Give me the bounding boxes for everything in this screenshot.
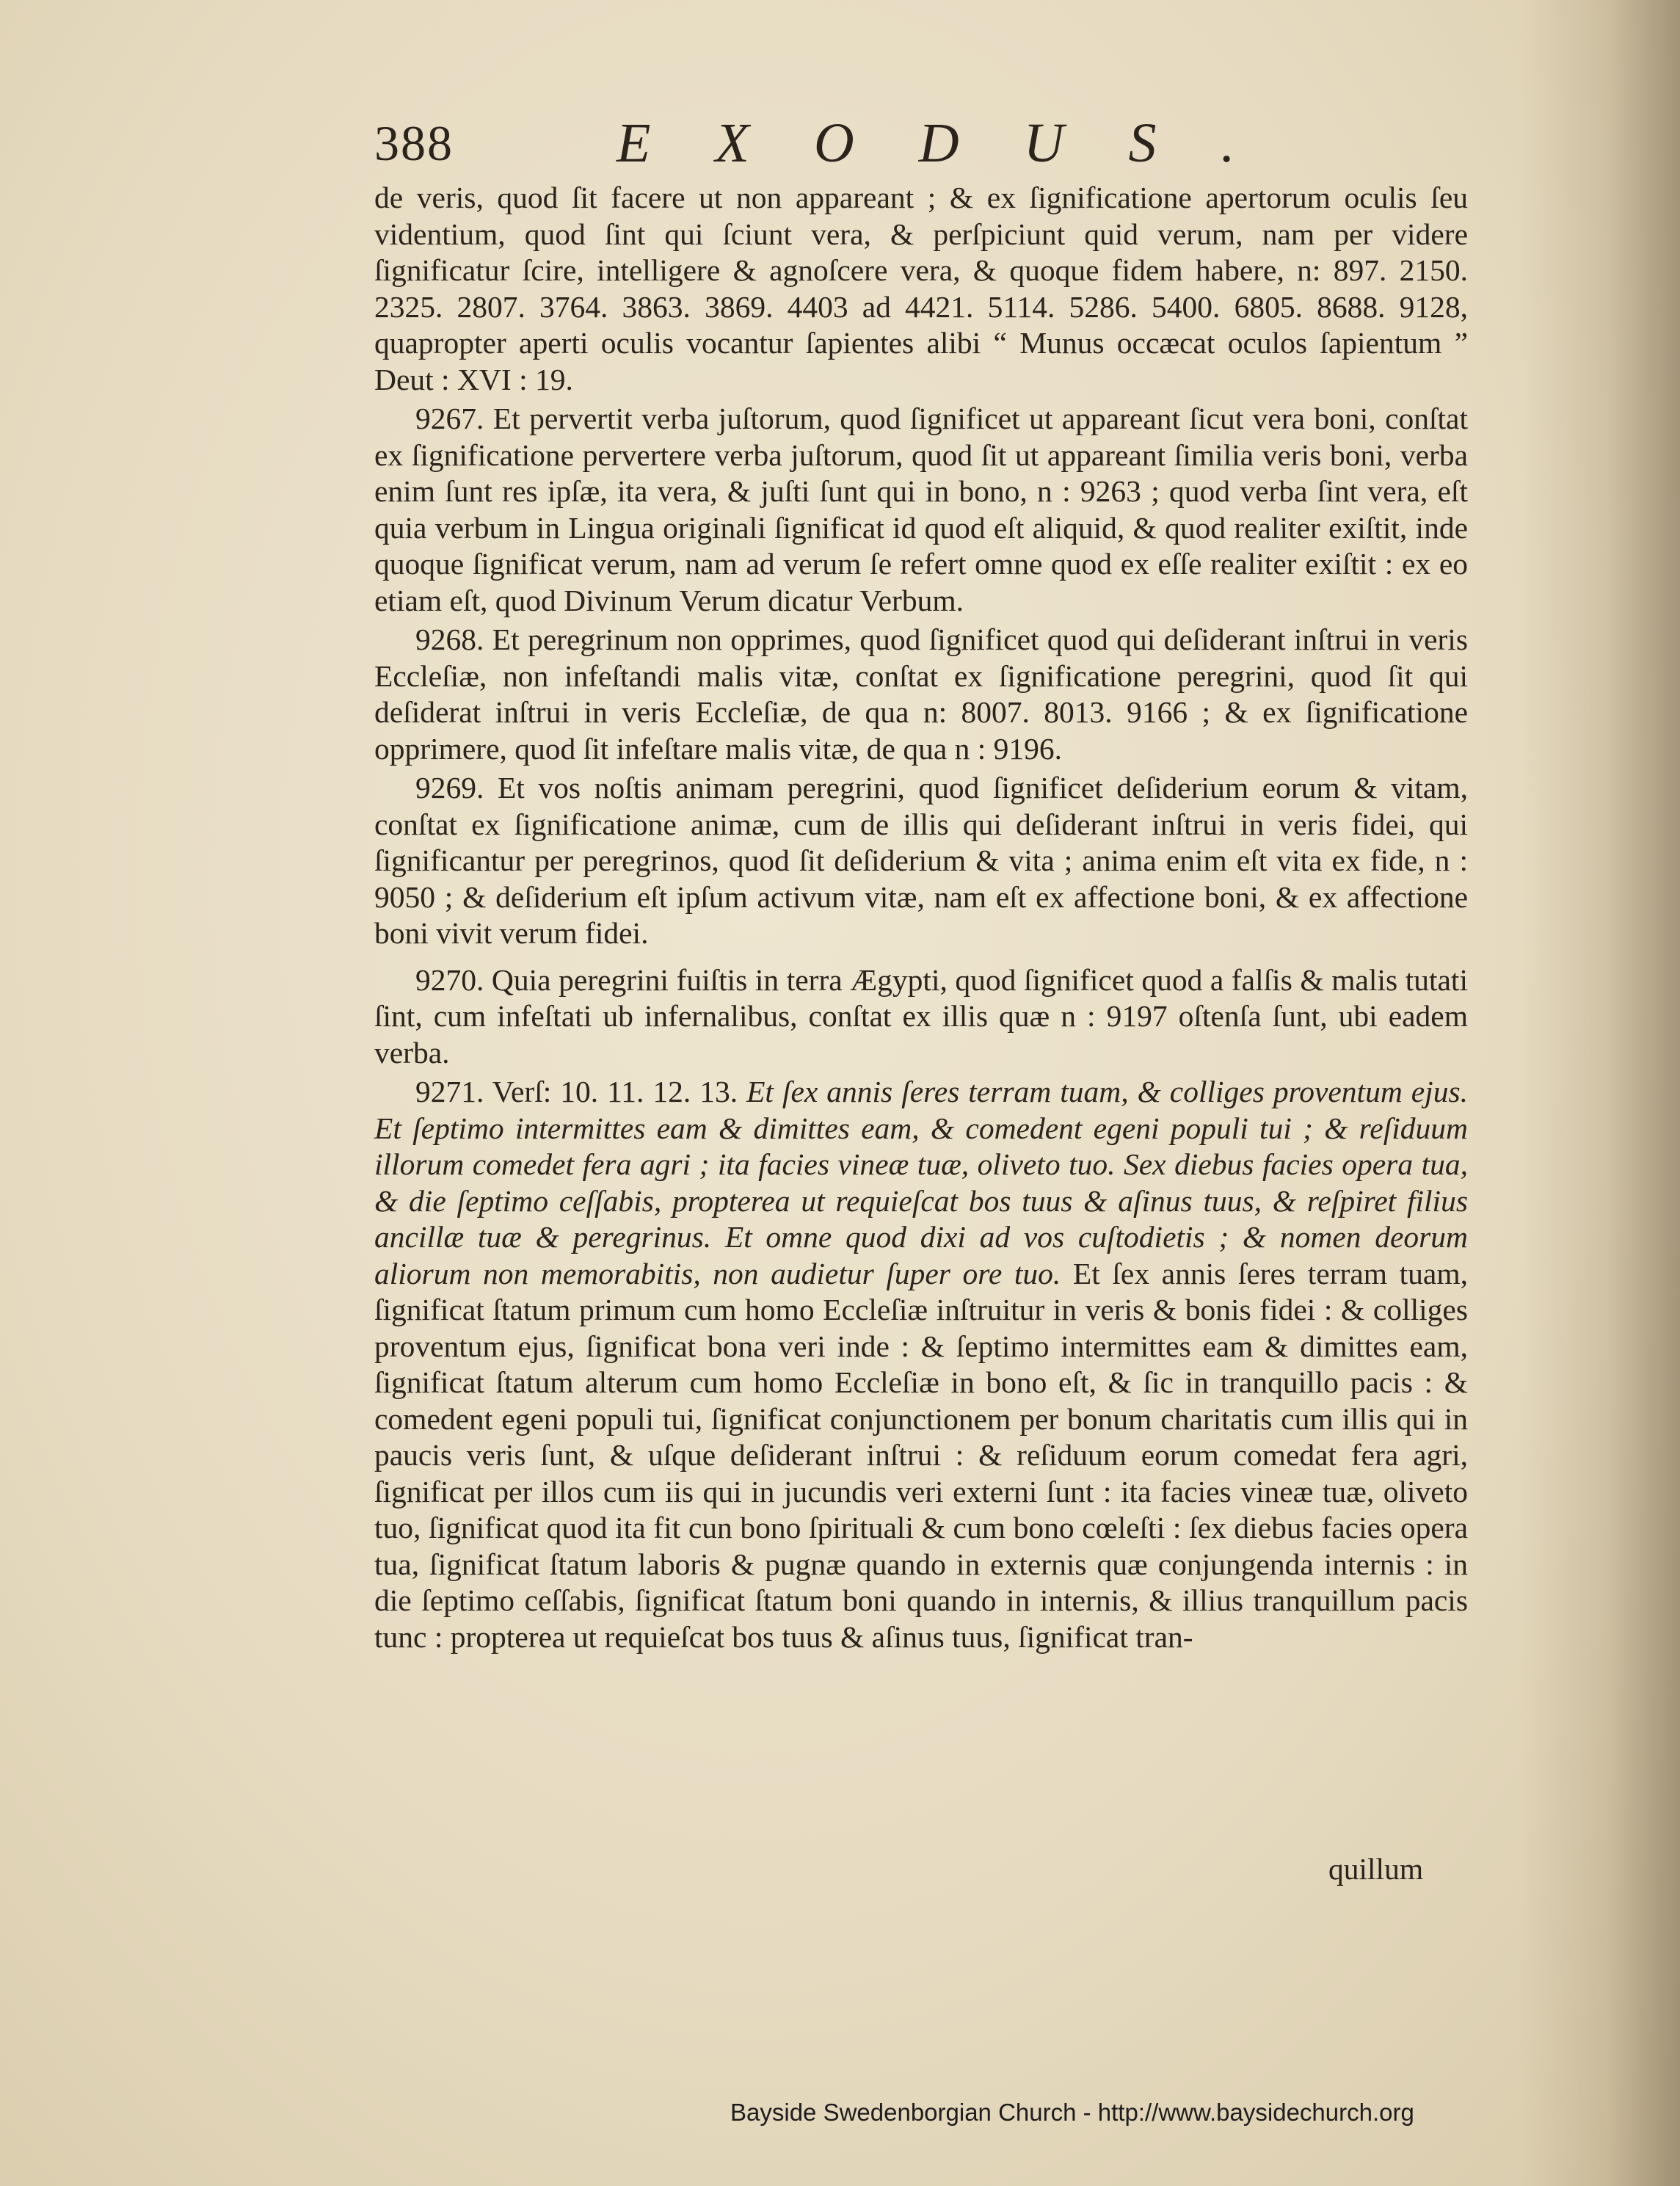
source-watermark: Bayside Swedenborgian Church - http://www.baysidechurch.org bbox=[730, 2099, 1414, 2126]
catchword: quillum bbox=[1328, 1852, 1424, 1886]
paragraph-9270: 9270. Quia peregrini fuiſtis in terra Ægypti, quod ſignificet quod a falſis & malis tutati ſint, cum infeſtati ub infernalibus, conſtat ex illis quæ n : 9197 oſtenſa ſunt, ubi eadem verba. bbox=[374, 962, 1468, 1070]
paragraph-continuation: de veris, quod ſit facere ut non appareant ; & ex ſignificatione apertorum oculis ſeu videntium, quod ſint qui ſciunt vera, & perſpiciunt quid verum, nam per videre ſignificatur ſcire, intelligere & agnoſcere vera, & quoque fidem habere, n: 897. 2150. 2325. 2807. 3764. 3863. 3869. 4403 ad 4421. 5114. 5286. 5400. 6805. 8688. 9128, quapropter aperti oculis vocantur ſapientes alibi “ Munus occæcat oculos ſapientum ” Deut : XVI : 19. bbox=[374, 181, 1468, 396]
page-number: 388 bbox=[374, 115, 454, 171]
scripture-quotation: Et ſex annis ſeres terram tuam, & colliges proventum ejus. Et ſeptimo intermittes eam & dimittes eam, & comedent egeni populi tui ; & reſiduum illorum comedet fera agri ; ita facies vineæ tuæ, oliveto tuo. Sex diebus facies opera tua, & die ſeptimo ceſſabis, propterea ut requieſcat bos tuus & aſinus tuus, & reſpiret filius ancillæ tuæ & peregrinus. Et omne quod dixi ad vos cuſtodietis ; & nomen deorum aliorum non memorabitis, non audietur ſuper ore tuo. bbox=[374, 1075, 1468, 1290]
binding-shadow bbox=[1519, 0, 1680, 2186]
book-title: EXODUS. bbox=[617, 112, 1300, 174]
paragraph-9269: 9269. Et vos noſtis animam peregrini, quod ſignificet deſiderium eorum & vitam, conſtat ex ſignificatione animæ, cum de illis qui deſiderant inſtrui in veris fidei, qui ſignificantur per peregrinos, quod ſit deſiderium & vita ; anima enim eſt vita ex fide, n : 9050 ; & deſiderium eſt ipſum activum vitæ, nam eſt ex affectione boni, & ex affectione boni vivit verum fidei. bbox=[374, 771, 1468, 950]
paragraph-9271 bbox=[374, 1074, 1468, 1655]
paragraph-9267: 9267. Et pervertit verba juſtorum, quod ſignificet ut appareant ſicut vera boni, conſtat ex ſignificatione pervertere verba juſtorum, quod ſit ut appareant ſimilia veris boni, verba enim ſunt res ipſæ, ita vera, & juſti ſunt qui in bono, n : 9263 ; quod verba ſint vera, eſt quia verbum in Lingua originali ſignificat id quod eſt aliquid, & quod realiter exiſtit, inde quoque ſignificat verum, nam ad verum ſe refert omne quod ex eſſe realiter exiſtit : ex eo etiam eſt, quod Divinum Verum dicatur Verbum. bbox=[374, 402, 1468, 617]
paragraph-9268: 9268. Et peregrinum non opprimes, quod ſignificet quod qui deſiderant inſtrui in veris Eccleſiæ, non infeſtandi malis vitæ, conſtat ex ſignificatione peregrini, quod ſit qui deſiderat inſtrui in veris Eccleſiæ, de qua n: 8007. 8013. 9166 ; & ex ſignificatione opprimere, quod ſit infeſtare malis vitæ, de qua n : 9196. bbox=[374, 622, 1468, 766]
running-head bbox=[374, 110, 1475, 176]
exposition-text: Et ſex annis ſeres terram tuam, ſignificat ſtatum primum cum homo Eccleſiæ inſtruitur in veris & bonis fidei : & colliges proventum ejus, ſignificat bona veri inde : & ſeptimo intermittes eam & dimittes eam, ſignificat ſtatum alterum cum homo Eccleſiæ in bono eſt, & ſic in tranquillo pacis : & comedent egeni populi tui, ſignificat conjunctionem per bonum charitatis cum illis qui in paucis veris ſunt, & uſque deſiderant inſtrui : & reſiduum eorum comedat fera agri, ſignificat per illos cum iis qui in jucundis veri externi ſunt : ita facies vineæ tuæ, oliveto tuo, ſignificat quod ita fit cun bono ſpirituali & cum bono cœleſti : ſex diebus facies opera tua, ſignificat ſtatum laboris & pugnæ quando in externis quæ conjungenda internis : in die ſeptimo ceſſabis, ſignificat ſtatum boni quando in internis, & illius tranquillum pacis tunc : propterea ut requieſcat bos tuus & aſinus tuus, ſignificat tran- bbox=[374, 1256, 1468, 1654]
verse-reference: 9271. Verſ: 10. 11. 12. 13. bbox=[415, 1075, 738, 1108]
main-text bbox=[374, 180, 1468, 1655]
